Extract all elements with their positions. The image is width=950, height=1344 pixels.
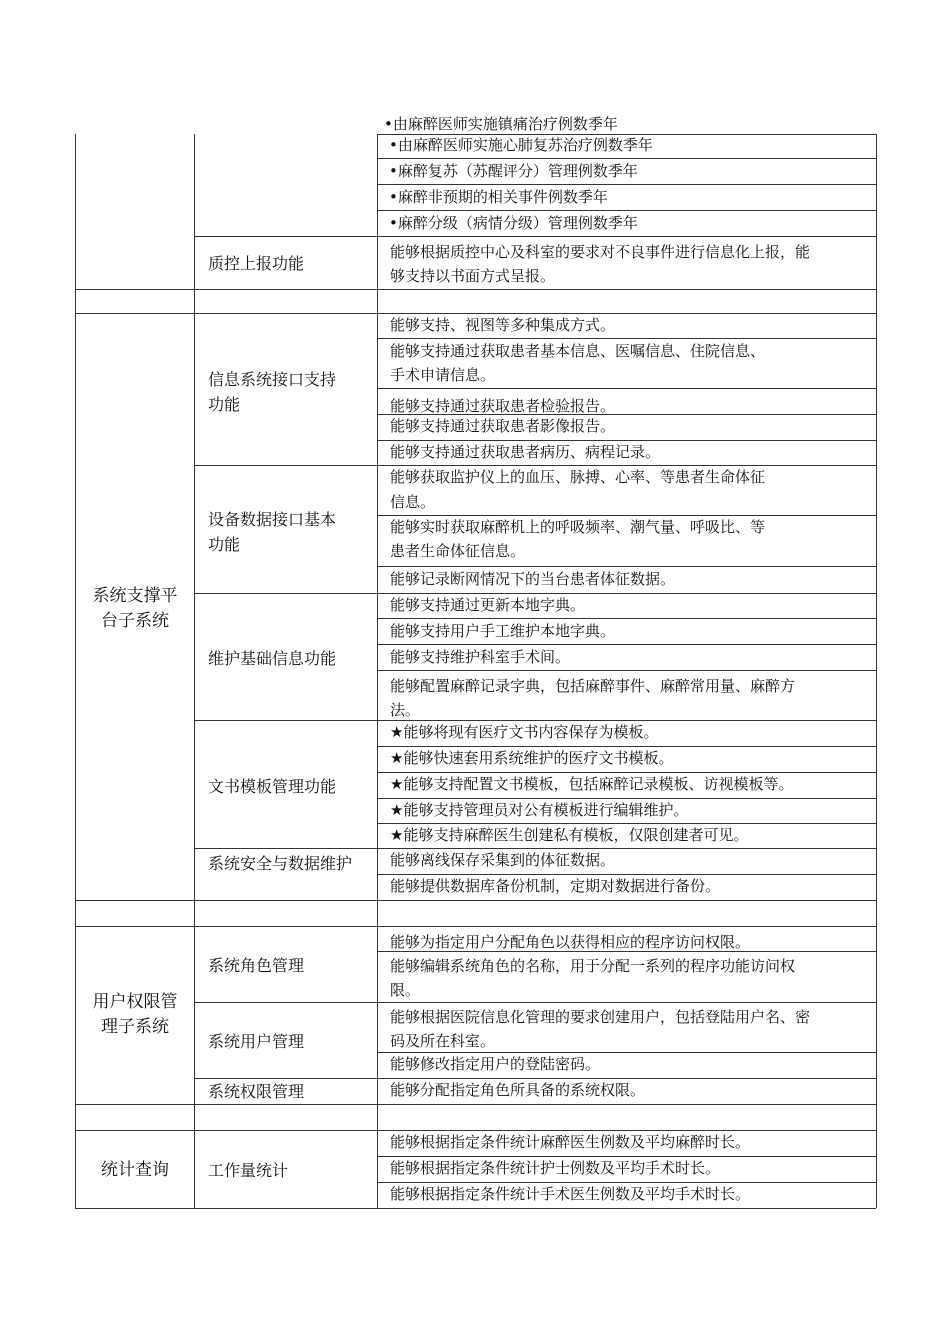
bullet-item: •由麻醉医师实施镇痛治疗例数季年	[384, 115, 618, 133]
roles-item: 能够为指定用户分配角色以获得相应的程序访问权限。	[390, 933, 751, 951]
security-item: 能够离线保存采集到的体征数据。	[390, 851, 616, 869]
users-label: 系统用户管理	[208, 1032, 305, 1051]
template-item: ★能够支持管理员对公有模板进行编辑维护。	[390, 801, 689, 819]
workload-item: 能够根据指定条件统计手术医生例数及平均手术时长。	[390, 1185, 751, 1203]
device-item: 患者生命体征信息。	[390, 542, 526, 560]
maintenance-item: 能够支持通过更新本地字典。	[390, 596, 586, 614]
rights-label: 系统权限管理	[208, 1082, 305, 1101]
rights-item: 能够分配指定角色所具备的系统权限。	[390, 1081, 646, 1099]
users-item: 能够修改指定用户的登陆密码。	[390, 1055, 601, 1073]
qc-report-label: 质控上报功能	[208, 254, 305, 273]
roles-item: 限。	[390, 981, 421, 999]
interface-item: 能够支持通过获取患者病历、病程记录。	[390, 443, 661, 461]
workload-item: 能够根据指定条件统计护士例数及平均手术时长。	[390, 1159, 721, 1177]
stats-category: 统计查询	[101, 1160, 169, 1180]
interface-item: 手术申请信息。	[390, 366, 496, 384]
qc-report-desc: 够支持以书面方式呈报。	[390, 267, 556, 285]
bullet-item: •由麻醉医师实施心肺复苏治疗例数季年	[389, 136, 653, 154]
template-item: ★能够快速套用系统维护的医疗文书模板。	[390, 749, 674, 767]
device-label: 设备数据接口基本 功能	[208, 510, 337, 554]
roles-item: 能够编辑系统角色的名称，用于分配一系列的程序功能访问权	[390, 957, 796, 975]
permissions-category: 用户权限管 理子系统	[92, 992, 178, 1037]
bullet-item: •麻醉非预期的相关事件例数季年	[389, 188, 608, 206]
interface-item: 能够支持通过获取患者影像报告。	[390, 417, 616, 435]
maintenance-item: 法。	[390, 701, 421, 719]
qc-report-desc: 能够根据质控中心及科室的要求对不良事件进行信息化上报，能	[390, 243, 811, 261]
security-item: 能够提供数据库备份机制，定期对数据进行备份。	[390, 877, 721, 895]
roles-label: 系统角色管理	[208, 956, 305, 975]
platform-category: 系统支撑平 台子系统	[92, 586, 178, 631]
template-item: ★能够支持麻醉医生创建私有模板，仅限创建者可见。	[390, 826, 749, 844]
interface-item: 能够支持通过获取患者检验报告。	[390, 397, 616, 415]
maintenance-item: 能够支持用户手工维护本地字典。	[390, 622, 616, 640]
template-item: ★能够支持配置文书模板，包括麻醉记录模板、访视模板等。	[390, 775, 794, 793]
interface-item: 能够支持、视图等多种集成方式。	[390, 316, 616, 334]
workload-label: 工作量统计	[208, 1161, 289, 1180]
device-item: 能够实时获取麻醉机上的呼吸频率、潮气量、呼吸比、等	[390, 518, 766, 536]
security-label: 系统安全与数据维护	[208, 854, 353, 873]
interface-label: 信息系统接口支持 功能	[208, 370, 337, 414]
interface-item: 能够支持通过获取患者基本信息、医嘱信息、住院信息、	[390, 342, 766, 360]
maintenance-label: 维护基础信息功能	[208, 649, 337, 668]
users-item: 能够根据医院信息化管理的要求创建用户，包括登陆用户名、密	[390, 1008, 811, 1026]
bullet-item: •麻醉分级（病情分级）管理例数季年	[389, 214, 638, 232]
bullet-item: •麻醉复苏（苏醒评分）管理例数季年	[389, 162, 638, 180]
device-item: 能够记录断网情况下的当台患者体征数据。	[390, 570, 676, 588]
template-item: ★能够将现有医疗文书内容保存为模板。	[390, 723, 659, 741]
templates-label: 文书模板管理功能	[208, 777, 337, 796]
device-item: 信息。	[390, 493, 436, 511]
maintenance-item: 能够配置麻醉记录字典，包括麻醉事件、麻醉常用量、麻醉方	[390, 677, 796, 695]
workload-item: 能够根据指定条件统计麻醉医生例数及平均麻醉时长。	[390, 1133, 751, 1151]
device-item: 能够获取监护仪上的血压、脉搏、心率、等患者生命体征	[390, 468, 766, 486]
users-item: 码及所在科室。	[390, 1032, 496, 1050]
maintenance-item: 能够支持维护科室手术间。	[390, 648, 571, 666]
